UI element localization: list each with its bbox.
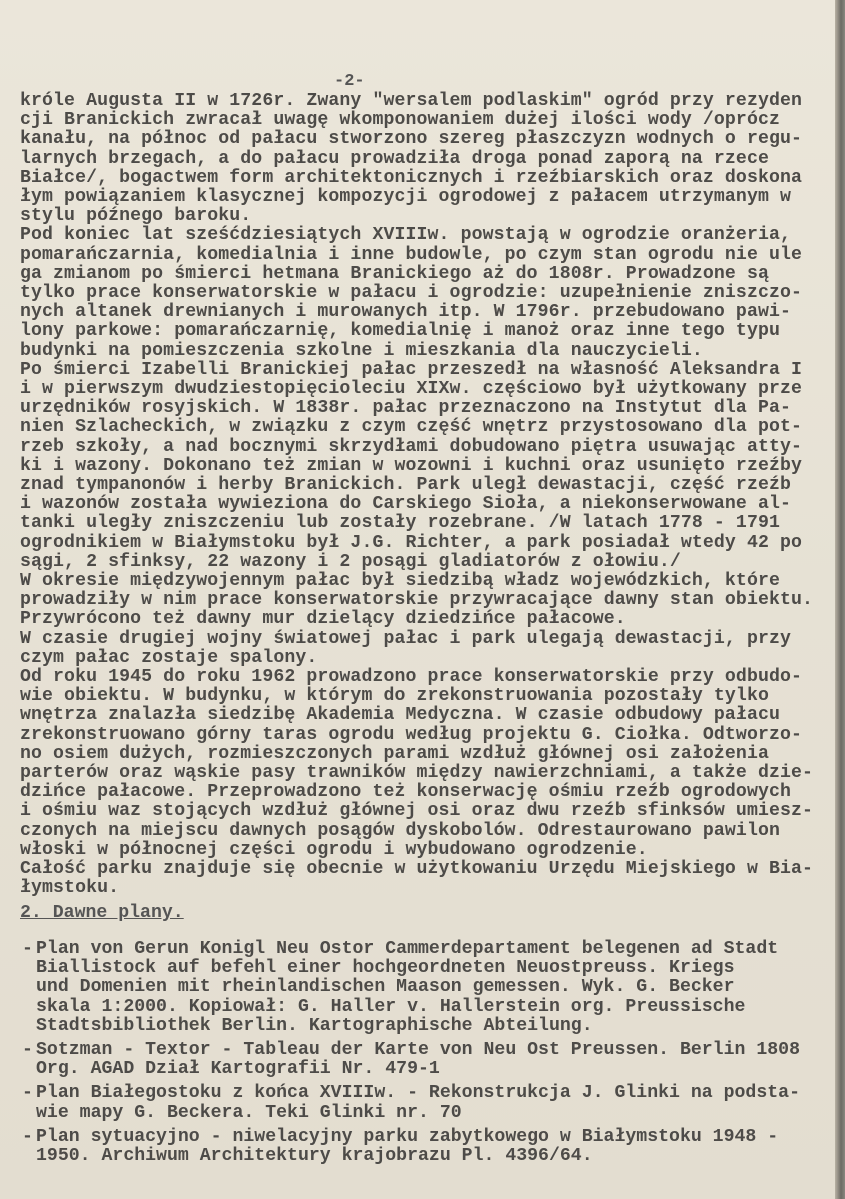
text-line: zrekonstruowano górny taras ogrodu według projektu G. Ciołka. Odtworzo- xyxy=(20,724,803,745)
text-line: pomarańczarnia, komedialnia i inne budowle, po czym stan ogrodu nie ule xyxy=(20,244,803,265)
text-line: budynki na pomieszczenia szkolne i mieszkania dla nauczycieli. xyxy=(20,340,703,361)
text-line: rzeb szkoły, a nad bocznymi skrzydłami dobudowano piętra usuwając atty- xyxy=(20,436,803,457)
text-line: stylu późnego baroku. xyxy=(20,206,252,227)
text-line: kanału, na północ od pałacu stworzono szereg płaszczyzn wodnych o regu- xyxy=(20,129,803,150)
text-line: Po śmierci Izabelli Branickiej pałac przeszedł na własność Aleksandra I xyxy=(20,359,803,380)
bullet-marker: - xyxy=(22,1040,33,1060)
text-line: i ośmiu waz stojących wzdłuż głównej osi oraz dwu rzeźb sfinksów umiesz- xyxy=(20,801,814,822)
text-line: larnych brzegach, a do pałacu prowadziła droga ponad zaporą na rzece xyxy=(20,148,769,169)
text-line: Całość parku znajduje się obecnie w użytkowaniu Urzędu Miejskiego w Bia- xyxy=(20,859,814,879)
text-line: W okresie międzywojennym pałac był siedzibą władz wojewódzkich, które xyxy=(20,571,780,591)
list-item-line: skala 1:2000. Kopiował: G. Haller v. Hallerstein org. Preussische xyxy=(36,996,746,1017)
page-number: -2- xyxy=(334,72,365,91)
text-line: włoski w północnej części ogrodu i wybudowano ogrodzenie. xyxy=(20,839,648,860)
text-line: tanki uległy zniszczeniu lub zostały rozebrane. /W latach 1778 - 1791 xyxy=(20,513,780,534)
text-line: W czasie drugiej wojny światowej pałac i park ulegają dewastacji, przy xyxy=(20,628,791,649)
text-line: łymstoku. xyxy=(20,878,120,899)
list-item-line: Plan von Gerun Konigl Neu Ostor Cammerdepartament belegenen ad Stadt xyxy=(36,939,779,959)
list-item-line: 1950. Archiwum Architektury krajobrazu Pl. 4396/64. xyxy=(36,1146,593,1166)
list-item-line: Org. AGAD Dział Kartografii Nr. 479-1 xyxy=(36,1059,440,1080)
list-item-line: Biallistock auf befehl einer hochgeordneten Neuostpreuss. Kriegs xyxy=(36,958,735,979)
text-line: i w pierwszym dwudziestopięcioleciu XIXw. częściowo był użytkowany prze xyxy=(20,379,803,399)
text-line: Pod koniec lat sześćdziesiątych XVIIIw. powstają w ogrodzie oranżeria, xyxy=(20,225,791,246)
text-line: czonych na miejscu dawnych posągów dyskobolów. Odrestaurowano pawilon xyxy=(20,820,780,841)
text-line: tylko prace konserwatorskie w pałacu i ogrodzie: uzupełnienie zniszczo- xyxy=(20,283,803,303)
list-item-line: und Domenien mit rheinlandischen Maason gemessen. Wyk. G. Becker xyxy=(36,977,735,998)
text-line: wie obiektu. W budynku, w którym do zrekonstruowania pozostały tylko xyxy=(20,686,769,707)
list-item-line: Sotzman - Textor - Tableau der Karte von Neu Ost Preussen. Berlin 1808 xyxy=(36,1040,800,1060)
text-line: urzędników rosyjskich. W 1838r. pałac przeznaczono na Instytut dla Pa- xyxy=(20,398,791,419)
text-line: nych altanek drewnianych i murowanych itp. W 1796r. przebudowano pawi- xyxy=(20,302,791,323)
text-line: prowadziły w nim prace konserwatorskie przywracające dawny stan obiektu. xyxy=(20,590,814,611)
bullet-marker: - xyxy=(22,1083,33,1104)
page-edge-shadow xyxy=(835,0,845,1199)
text-line: lony parkowe: pomarańczarnię, komedialnię i manoż oraz inne tego typu xyxy=(20,321,780,342)
list-item-line: Stadtsbibliothek Berlin. Kartographische Abteilung. xyxy=(36,1015,593,1036)
text-line: Od roku 1945 do roku 1962 prowadzono prace konserwatorskie przy odbudo- xyxy=(20,667,803,687)
list-item-line: Plan sytuacyjno - niwelacyjny parku zabytkowego w Białymstoku 1948 - xyxy=(36,1126,779,1147)
text-line: parterów oraz wąskie pasy trawników między nawierzchniami, a także dzie- xyxy=(20,763,814,783)
text-line: ki i wazony. Dokonano też zmian w wozowni i kuchni oraz usunięto rzeźby xyxy=(20,455,803,476)
text-line: cji Branickich zwracał uwagę wkomponowaniem dużej ilości wody /oprócz xyxy=(20,110,780,131)
text-line: ga zmianom po śmierci hetmana Branickiego aż do 1808r. Prowadzone są xyxy=(20,263,769,284)
text-line: ogrodnikiem w Białymstoku był J.G. Richter, a park posiadał wtedy 42 po xyxy=(20,532,803,553)
text-line: dzińce pałacowe. Przeprowadzono też konserwację ośmiu rzeźb ogrodowych xyxy=(20,782,791,803)
text-line: znad tympanonów i herby Branickich. Park uległ dewastacji, część rzeźb xyxy=(20,475,791,495)
bullet-marker: - xyxy=(22,939,33,959)
list-item-line: Plan Białegostoku z końca XVIIIw. - Rekonstrukcja J. Glinki na podsta- xyxy=(36,1083,800,1104)
text-line: i wazonów została wywieziona do Carskiego Sioła, a niekonserwowane al- xyxy=(20,494,791,515)
text-line: nien Szlacheckich, w związku z czym część wnętrz przystosowano dla pot- xyxy=(20,417,803,438)
text-line: czym pałac zostaje spalony. xyxy=(20,647,318,668)
text-line: sągi, 2 sfinksy, 22 wazony i 2 posągi gladiatorów z ołowiu./ xyxy=(20,551,681,572)
text-line: no osiem dużych, rozmieszczonych parami wzdłuż głównej osi założenia xyxy=(20,743,769,764)
list-item-line: wie mapy G. Beckera. Teki Glinki nr. 70 xyxy=(36,1102,462,1123)
text-line: wnętrza znalazła siedzibę Akademia Medyczna. W czasie odbudowy pałacu xyxy=(20,705,780,726)
section-heading: 2. Dawne plany. xyxy=(20,903,184,923)
bullet-marker: - xyxy=(22,1126,33,1147)
text-line: Przywrócono też dawny mur dzielący dziedzińce pałacowe. xyxy=(20,609,626,630)
text-line: łym powiązaniem klasycznej kompozycji ogrodowej z pałacem utrzymanym w xyxy=(20,187,791,207)
text-line: Białce/, bogactwem form architektonicznych i rzeźbiarskich oraz doskona xyxy=(20,167,803,188)
text-line: króle Augusta II w 1726r. Zwany "wersalem podlaskim" ogród przy rezyden xyxy=(20,91,803,111)
